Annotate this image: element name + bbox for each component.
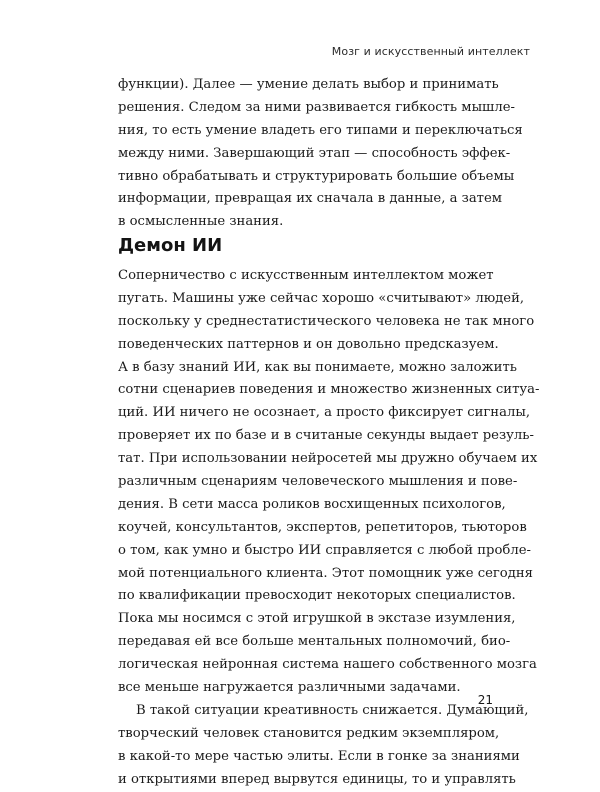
text-line: функции). Далее — умение делать выбор и принимать [118,77,499,92]
text-line: мой потенциального клиента. Этот помощник уже сегодня [118,565,533,581]
text-line: Соперничество с искусственным интеллектом может [118,268,494,283]
text-line: ций. ИИ ничего не осознает, а просто фиксирует сигналы, [118,405,531,421]
text-line: сотни сценариев поведения и множество жизненных ситуа- [118,382,540,398]
running-head: Мозг и искусственный интеллект [331,45,530,58]
text-line: ния, то есть умение владеть его типами и переключаться [118,122,523,138]
text-line: дения. В сети масса роликов восхищенных психологов, [118,496,506,512]
text-line: логическая нейронная система нашего собственного мозга [118,657,537,673]
text-line: тат. При использовании нейросетей мы дружно обучаем их [118,451,538,467]
text-line: по квалификации превосходит некоторых специалистов. [118,588,516,604]
text-line: поведенческих паттернов и он довольно предсказуем. [118,336,499,352]
text-line: между ними. Завершающий этап — способность эффек- [118,145,511,161]
text-line: решения. Следом за ними развивается гибкость мышле- [118,99,515,115]
text-line: проверяет их по базе и в считаные секунды выдает резуль- [118,428,534,444]
section-heading: Демон ИИ [118,235,223,256]
text-line: поскольку у среднестатистического человека не так много [118,313,535,329]
text-line: информации, превращая их сначала в данные, а затем [118,191,503,207]
text-line: В такой ситуации креативность снижается. Думающий, [136,702,529,718]
text-line: различным сценариям человеческого мышления и пове- [118,474,518,490]
text-line: тивно обрабатывать и структурировать большие объемы [118,168,515,184]
text-line: в какой-то мере частью элиты. Если в гонке за знаниями [118,748,520,764]
text-line: пугать. Машины уже сейчас хорошо «считывают» людей, [118,290,525,306]
paragraph-2 [118,265,540,791]
page-number: 21 [477,693,493,707]
text-line: все меньше нагружается различными задачами. [118,680,461,696]
text-line: в осмысленные знания. [118,214,284,230]
text-line: творческий человек становится редким экземпляром, [118,725,500,741]
text-line: коучей, консультантов, экспертов, репетиторов, тьюторов [118,519,527,535]
paragraph-1 [118,74,523,234]
text-line: о том, как умно и быстро ИИ справляется с любой пробле- [118,542,531,558]
text-line: А в базу знаний ИИ, как вы понимаете, можно заложить [118,359,517,375]
text-line: и открытиями вперед вырвутся единицы, то и управлять [118,771,516,787]
text-line: Пока мы носимся с этой игрушкой в экстазе изумления, [118,611,516,627]
text-line: передавая ей все больше ментальных полномочий, био- [118,634,511,650]
